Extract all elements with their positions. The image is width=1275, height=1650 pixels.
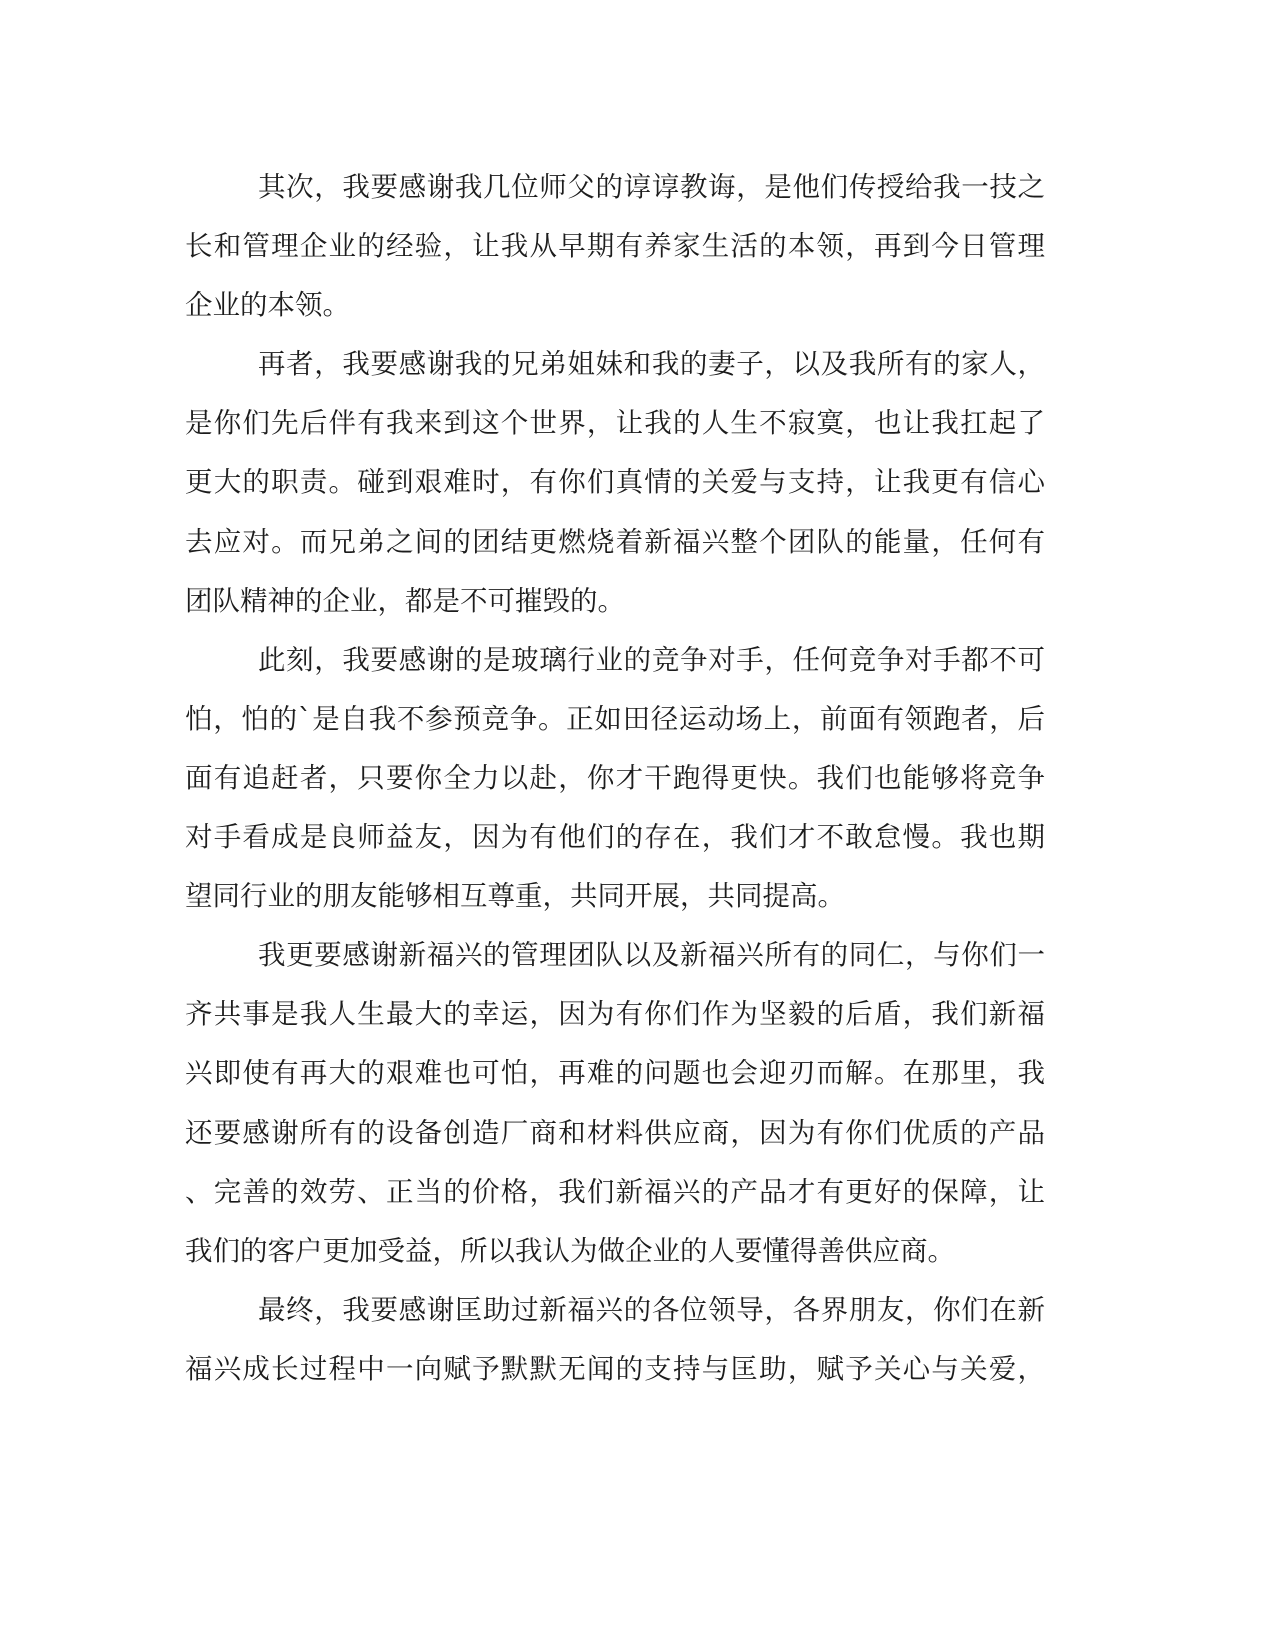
body-text [185,158,1045,1399]
paragraph-4-line-3: 兴即使有再大的艰难也可怕，再难的问题也会迎刃而解。在那里，我 [185,1057,1045,1090]
paragraph-3-line-4: 对手看成是良师益友，因为有他们的存在，我们才不敢怠慢。我也期 [185,821,1045,854]
paragraph-2-line-3: 更大的职责。碰到艰难时，有你们真情的关爱与支持，让我更有信心 [185,466,1045,499]
paragraph-2-line-1: 再者，我要感谢我的兄弟姐妹和我的妻子，以及我所有的家人， [258,348,1045,381]
paragraph-3-line-5: 望同行业的朋友能够相互尊重，共同开展，共同提高。 [185,880,845,913]
paragraph-3-line-3: 面有追赶者，只要你全力以赴，你才干跑得更快。我们也能够将竞争 [185,761,1045,794]
paragraph-2-line-5: 团队精神的企业，都是不可摧毁的。 [185,584,625,617]
paragraph-3-line-2: 怕，怕的`是自我不参预竞争。正如田径运动场上，前面有领跑者，后 [185,702,1045,735]
paragraph-1-line-3: 企业的本领。 [185,289,350,322]
paragraph-4-line-4: 还要感谢所有的设备创造厂商和材料供应商，因为有你们优质的产品 [185,1116,1045,1149]
paragraph-2-line-2: 是你们先后伴有我来到这个世界，让我的人生不寂寞，也让我扛起了 [185,407,1045,440]
paragraph-1-line-1: 其次，我要感谢我几位师父的谆谆教诲，是他们传授给我一技之 [258,171,1045,203]
paragraph-4-line-1: 我更要感谢新福兴的管理团队以及新福兴所有的同仁，与你们一 [258,939,1045,972]
paragraph-4-line-2: 齐共事是我人生最大的幸运，因为有你们作为坚毅的后盾，我们新福 [185,998,1045,1031]
paragraph-1-line-2: 长和管理企业的经验，让我从早期有养家生活的本领，再到今日管理 [185,230,1045,263]
paragraph-3-line-1: 此刻，我要感谢的是玻璃行业的竞争对手，任何竞争对手都不可 [258,643,1045,676]
paragraph-2-line-4: 去应对。而兄弟之间的团结更燃烧着新福兴整个团队的能量，任何有 [185,525,1045,558]
paragraph-5-line-1: 最终，我要感谢匡助过新福兴的各位领导，各界朋友，你们在新 [258,1293,1045,1326]
paragraph-4-line-6: 我们的客户更加受益，所以我认为做企业的人要懂得善供应商。 [185,1234,955,1267]
paragraph-5-line-2: 福兴成长过程中一向赋予默默无闻的支持与匡助，赋予关心与关爱， [185,1352,1045,1385]
paragraph-4-line-5: 、完善的效劳、正当的价格，我们新福兴的产品才有更好的保障，让 [185,1175,1045,1208]
